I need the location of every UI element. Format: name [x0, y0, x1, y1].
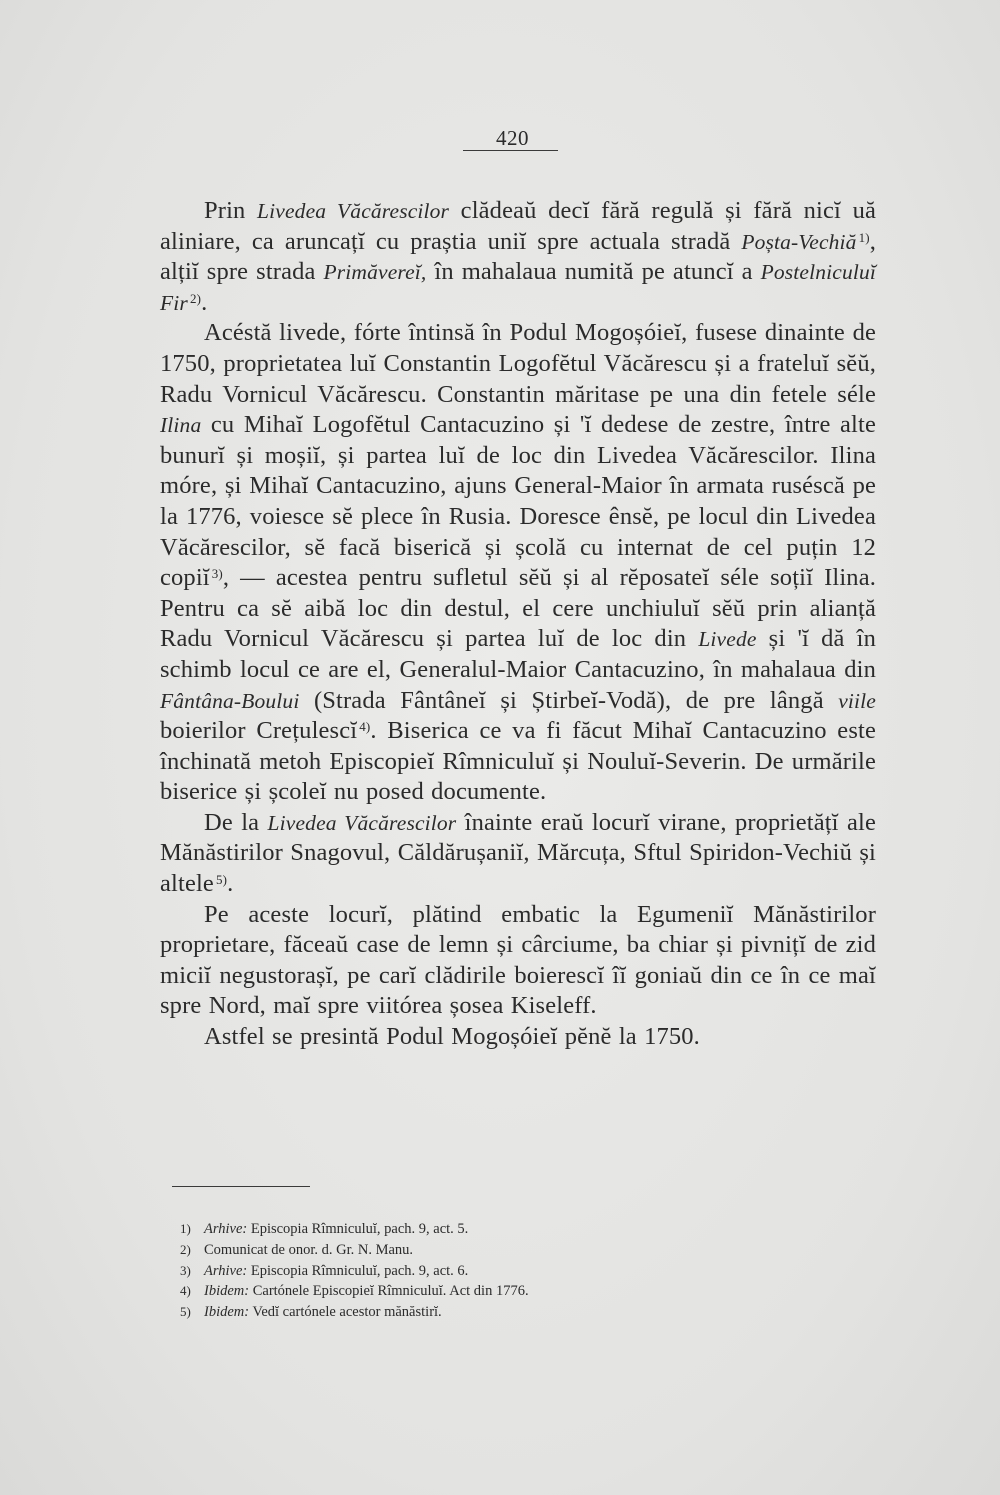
footnote-mark: 4) — [180, 1283, 191, 1299]
text-run: . — [201, 288, 208, 316]
footnote-ref: 2) — [189, 290, 202, 306]
footnote-source: Ibidem: — [204, 1304, 250, 1321]
text-run: boierilor Crețulescĭ — [160, 717, 358, 745]
italic-term: Primăvereĭ, — [323, 260, 427, 285]
footnote-text: Vedĭ cartónele acestor mănăstirĭ. — [249, 1304, 442, 1321]
italic-term: viile — [838, 688, 876, 713]
text-run: De la — [204, 808, 268, 836]
paragraph-3 — [160, 808, 876, 900]
italic-term: Livede — [698, 627, 757, 652]
footnote-text: Episcopia Rîmniculuĭ, pach. 9, act. 6. — [247, 1262, 469, 1279]
footnote-mark: 1) — [180, 1221, 191, 1236]
footnote-source: Arhive: — [204, 1262, 248, 1279]
footnote-2 — [180, 1240, 804, 1261]
paragraph-1 — [160, 196, 876, 318]
footnote-source: Arhive: — [204, 1221, 248, 1237]
text-run: , — acestea pentru sufletul sĕŭ și al rĕposateĭ séle soțiĭ Ilina. Pentru ca sĕ aibă loc din destul, el cere unchiuluĭ sĕŭ prin alianță Radu Vornicul Văcărescu și partea luĭ de loc din — [160, 564, 876, 653]
italic-term: Postelniculuĭ Fir — [160, 260, 877, 315]
footnote-ref: 3) — [211, 566, 223, 582]
italic-term: Poșta-Vechiă — [741, 229, 857, 254]
text-run: , alțiĭ spre strada — [160, 227, 876, 286]
text-run: în mahalaua numită pe atuncĭ a — [426, 258, 761, 286]
footnote-3 — [180, 1261, 804, 1282]
text-run: Pe aceste locurĭ, plătind embatic la Egumeniĭ Mănăstirilor proprietare, făceaŭ case de lemn și cârciume, ba chiar și pivnițĭ de zid miciĭ negustorașĭ, pe carĭ clădirile boierescĭ îĭ goniaŭ din ce în ce maĭ spre Nord, maĭ spre viitórea șosea Kiseleff. — [160, 900, 876, 1020]
footnote-5 — [180, 1302, 804, 1323]
paragraph-5 — [160, 1022, 876, 1053]
text-run: Prin — [204, 197, 258, 224]
text-run: . Biserica ce va fi făcut Mihaĭ Cantacuzino este închinată metoh Episcopieĭ Rîmniculuĭ și Nouluĭ-Severin. De urmările biserice și școleĭ nu posed documente. — [160, 717, 876, 806]
footnote-mark: 2) — [180, 1241, 191, 1257]
footnote-source: Ibidem: — [204, 1283, 250, 1300]
footnote-1 — [180, 1219, 804, 1240]
footnote-mark: 5) — [180, 1304, 191, 1320]
text-run: . — [227, 870, 234, 898]
text-run: cu Mihaĭ Logofĕtul Cantacuzino și 'ĭ dedese de zestre, între alte bunurĭ și moșiĭ, și partea luĭ de loc din Livedea Văcărescilor. Ilina móre, și Mihaĭ Cantacuzino, ajuns General-Maior în armata ruséscă pe la 1776, voiesce sĕ plece în Rusia. Doresce ênsĕ, pe locul din Livedea Văcărescilor, sĕ facă biserică și școlă cu internat de cel puțin 12 copiĭ — [160, 411, 876, 592]
main-text — [160, 196, 876, 1053]
paragraph-4 — [160, 900, 876, 1022]
italic-term: Ilina — [160, 413, 202, 438]
italic-term: Fântâna-Boului — [160, 688, 300, 713]
text-run: înainte eraŭ locurĭ virane, proprietățĭ ale Mănăstirilor Snagovul, Căldărușaniĭ, Mărcuța, Sftul Spiridon-Vechiŭ și altele — [160, 808, 876, 898]
italic-term: Livedea Văcărescilor — [257, 199, 450, 223]
text-run: clădeaŭ decĭ fără regulă și fără nicĭ uă aliniare, ca aruncațĭ cu praștia uniĭ spre actuala stradă — [160, 197, 876, 255]
text-run: și 'ĭ dă în schimb locul ce are el, Generalul-Maior Cantacuzino, în mahalaua din — [160, 625, 876, 683]
footnote-mark: 3) — [180, 1262, 191, 1278]
footnotes — [180, 1219, 804, 1323]
footnote-ref: 5) — [215, 872, 228, 888]
text-run: Astfel se presintă Podul Mogoșóieĭ pĕnĕ la 1750. — [204, 1023, 700, 1051]
footnote-text: Cartónele Episcopieĭ Rîmniculuĭ. Act din 1776. — [249, 1283, 529, 1300]
footnote-ref: 4) — [359, 719, 371, 735]
text-run: (Strada Fântâneĭ și Știrbeĭ-Vodă), de pre lângă — [299, 686, 839, 714]
footnote-4 — [180, 1281, 804, 1302]
italic-term: Livedea Văcărescilor — [267, 810, 457, 835]
footnote-text: Comunicat de onor. d. Gr. N. Manu. — [204, 1241, 414, 1258]
text-run: Acéstă livede, fórte întinsă în Podul Mogoșóieĭ, fusese dinainte de 1750, proprietatea luĭ Constantin Logofĕtul Văcărescu și a frateluĭ sĕŭ, Radu Vornicul Văcărescu. Constantin măritase pe una din fetele séle — [160, 319, 876, 408]
footnote-text: Episcopia Rîmniculuĭ, pach. 9, act. 5. — [247, 1221, 469, 1237]
paragraph-2 — [160, 318, 876, 808]
footnote-ref: 1) — [858, 229, 870, 245]
page-number-rule — [463, 150, 558, 151]
footnote-rule — [172, 1186, 310, 1187]
page-number: 420 — [496, 126, 529, 150]
